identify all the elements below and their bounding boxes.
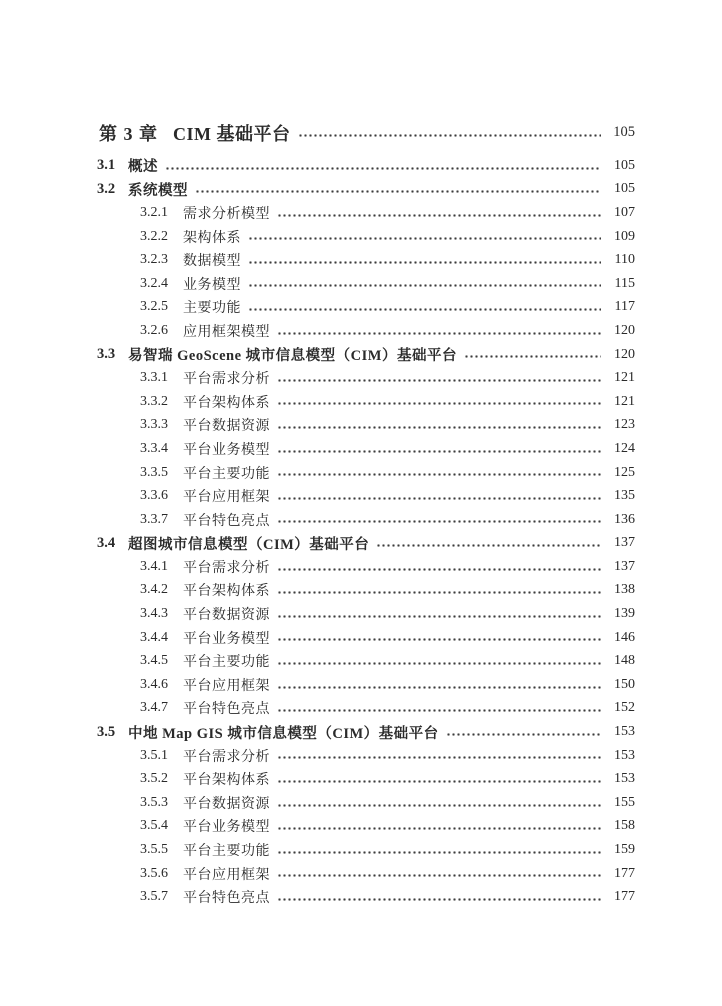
dot-leader (248, 272, 601, 296)
dot-leader (277, 461, 601, 485)
entry-title: 数据模型 (183, 254, 241, 270)
entry-title: 平台数据资源 (183, 796, 270, 812)
entry-number: 3.3.2 (140, 393, 168, 409)
dot-leader (298, 119, 602, 146)
entry-number: 3.4 (97, 534, 116, 551)
toc-entry-row (0, 885, 722, 909)
entry-number: 3.3.7 (140, 511, 168, 527)
entry-page-number: 120 (614, 346, 635, 362)
entry-title: 平台需求分析 (183, 372, 270, 388)
entry-number: 3.4.5 (140, 653, 168, 669)
toc-entry-row (0, 555, 722, 579)
entry-page-number: 159 (614, 842, 635, 858)
dot-leader (277, 484, 601, 508)
entry-page-number: 115 (614, 275, 635, 291)
toc-entry-row (0, 626, 722, 650)
entry-number: 3.2.1 (140, 204, 168, 220)
entry-number: 3.4.7 (140, 700, 168, 716)
entry-number: 3.2 (97, 180, 116, 197)
entry-number: 3.3.5 (140, 464, 168, 480)
entry-title: 平台应用框架 (183, 490, 270, 506)
dot-leader (277, 319, 601, 343)
toc-entries (0, 154, 722, 909)
chapter-number-label: 第 3 章 (99, 123, 158, 144)
entry-page-number: 109 (614, 228, 635, 244)
entry-page-number: 150 (614, 676, 635, 692)
entry-page-number: 158 (614, 818, 635, 834)
entry-page-number: 107 (614, 204, 635, 220)
toc-entry-row (0, 484, 722, 508)
entry-title: 平台主要功能 (183, 655, 270, 671)
entry-number: 3.5 (97, 723, 116, 740)
entry-number: 3.5.7 (140, 889, 168, 905)
entry-title: 平台数据资源 (183, 419, 270, 435)
dot-leader (277, 390, 601, 414)
entry-title: 平台数据资源 (183, 608, 270, 624)
entry-title: 平台业务模型 (183, 631, 270, 647)
entry-page-number: 153 (614, 724, 635, 740)
entry-number: 3.5.3 (140, 794, 168, 810)
entry-title: 需求分析模型 (183, 206, 270, 222)
toc-entry-row (0, 437, 722, 461)
toc-entry-row (0, 343, 722, 367)
entry-page-number: 105 (614, 157, 635, 173)
toc-entry-row (0, 720, 722, 744)
entry-page-number: 105 (614, 181, 635, 197)
entry-title: 概述 (128, 159, 158, 176)
dot-leader (277, 815, 601, 839)
entry-title: 平台业务模型 (183, 442, 270, 458)
toc-entry-row (0, 414, 722, 438)
entry-number: 3.5.2 (140, 771, 168, 787)
entry-title: 平台主要功能 (183, 844, 270, 860)
entry-page-number: 148 (614, 653, 635, 669)
entry-title: 平台需求分析 (183, 560, 270, 576)
entry-number: 3.4.6 (140, 676, 168, 692)
dot-leader (195, 178, 601, 202)
toc-entry-row (0, 791, 722, 815)
toc-entry-row (0, 461, 722, 485)
toc-entry-row (0, 579, 722, 603)
dot-leader (376, 532, 601, 556)
dot-leader (277, 862, 601, 886)
toc-entry-row (0, 697, 722, 721)
dot-leader (277, 838, 601, 862)
entry-page-number: 137 (614, 558, 635, 574)
entry-number: 3.4.4 (140, 629, 168, 645)
entry-page-number: 146 (614, 629, 635, 645)
toc-entry-row (0, 602, 722, 626)
dot-leader (277, 673, 601, 697)
chapter-page-number: 105 (613, 124, 635, 140)
entry-number: 3.5.5 (140, 842, 168, 858)
dot-leader (277, 555, 601, 579)
dot-leader (277, 508, 601, 532)
entry-page-number: 155 (614, 794, 635, 810)
dot-leader (277, 791, 601, 815)
entry-page-number: 138 (614, 582, 635, 598)
entry-page-number: 124 (614, 440, 635, 456)
entry-page-number: 120 (614, 322, 635, 338)
toc-entry-row (0, 649, 722, 673)
entry-page-number: 153 (614, 747, 635, 763)
entry-page-number: 121 (614, 393, 635, 409)
entry-title: 平台业务模型 (183, 820, 270, 836)
entry-number: 3.2.2 (140, 228, 168, 244)
toc-entry-row (0, 744, 722, 768)
dot-leader (248, 296, 601, 320)
dot-leader (277, 366, 601, 390)
entry-page-number: 135 (614, 488, 635, 504)
entry-title: 平台特色亮点 (183, 702, 270, 718)
entry-title: 平台应用框架 (183, 867, 270, 883)
entry-number: 3.5.4 (140, 818, 168, 834)
entry-title: 平台应用框架 (183, 678, 270, 694)
toc-entry-row (0, 366, 722, 390)
dot-leader (446, 720, 601, 744)
toc-entry-row (0, 225, 722, 249)
chapter-title: CIM 基础平台 (173, 123, 291, 144)
entry-page-number: 123 (614, 417, 635, 433)
toc-entry-row (0, 508, 722, 532)
dot-leader (277, 437, 601, 461)
dot-leader (277, 602, 601, 626)
entry-page-number: 139 (614, 606, 635, 622)
toc-entry-row (0, 319, 722, 343)
entry-page-number: 177 (614, 889, 635, 905)
entry-page-number: 117 (614, 299, 635, 315)
dot-leader (277, 697, 601, 721)
entry-number: 3.3.1 (140, 370, 168, 386)
dot-leader (277, 414, 601, 438)
toc-entry-row (0, 673, 722, 697)
entry-page-number: 152 (614, 700, 635, 716)
entry-title: 平台架构体系 (183, 773, 270, 789)
entry-number: 3.4.1 (140, 558, 168, 574)
toc-entry-row (0, 272, 722, 296)
entry-title: 平台架构体系 (183, 584, 270, 600)
entry-title: 主要功能 (183, 301, 241, 317)
entry-page-number: 136 (614, 511, 635, 527)
entry-number: 3.3.3 (140, 417, 168, 433)
entry-title: 平台需求分析 (183, 749, 270, 765)
toc-entry-row (0, 248, 722, 272)
entry-page-number: 137 (614, 535, 635, 551)
toc-entry-row (0, 815, 722, 839)
toc-entry-row (0, 296, 722, 320)
entry-number: 3.3 (97, 346, 116, 363)
dot-leader (277, 767, 601, 791)
entry-number: 3.5.1 (140, 747, 168, 763)
dot-leader (464, 343, 601, 367)
toc-entry-row (0, 862, 722, 886)
entry-page-number: 110 (614, 252, 635, 268)
dot-leader (277, 649, 601, 673)
dot-leader (277, 579, 601, 603)
entry-number: 3.2.5 (140, 299, 168, 315)
toc-entry-row (0, 767, 722, 791)
toc-entry-row (0, 154, 722, 178)
entry-title: 超图城市信息模型（CIM）基础平台 (128, 536, 370, 553)
entry-title: 平台特色亮点 (183, 513, 270, 529)
toc-entry-row (0, 532, 722, 556)
dot-leader (277, 626, 601, 650)
entry-number: 3.1 (97, 157, 116, 174)
entry-page-number: 153 (614, 771, 635, 787)
toc-entry-row (0, 838, 722, 862)
toc-entry-row (0, 201, 722, 225)
dot-leader (277, 744, 601, 768)
entry-number: 3.2.6 (140, 322, 168, 338)
entry-page-number: 177 (614, 865, 635, 881)
entry-number: 3.3.6 (140, 488, 168, 504)
entry-title: 架构体系 (183, 230, 241, 246)
entry-number: 3.4.2 (140, 582, 168, 598)
entry-page-number: 121 (614, 370, 635, 386)
entry-title: 平台特色亮点 (183, 891, 270, 907)
toc-entry-row (0, 390, 722, 414)
entry-title: 应用框架模型 (183, 324, 270, 340)
entry-title: 平台主要功能 (183, 466, 270, 482)
entry-number: 3.2.3 (140, 252, 168, 268)
dot-leader (165, 154, 601, 178)
entry-number: 3.5.6 (140, 865, 168, 881)
entry-title: 系统模型 (128, 182, 188, 199)
entry-title: 中地 Map GIS 城市信息模型（CIM）基础平台 (128, 725, 439, 742)
entry-number: 3.2.4 (140, 275, 168, 291)
entry-page-number: 125 (614, 464, 635, 480)
toc-entry-row (0, 178, 722, 202)
dot-leader (277, 201, 601, 225)
entry-title: 平台架构体系 (183, 395, 270, 411)
toc-chapter-row (0, 119, 722, 146)
dot-leader (277, 885, 601, 909)
entry-number: 3.4.3 (140, 606, 168, 622)
entry-number: 3.3.4 (140, 440, 168, 456)
entry-title: 业务模型 (183, 277, 241, 293)
dot-leader (248, 248, 601, 272)
dot-leader (248, 225, 601, 249)
entry-title: 易智瑞 GeoScene 城市信息模型（CIM）基础平台 (128, 348, 457, 365)
